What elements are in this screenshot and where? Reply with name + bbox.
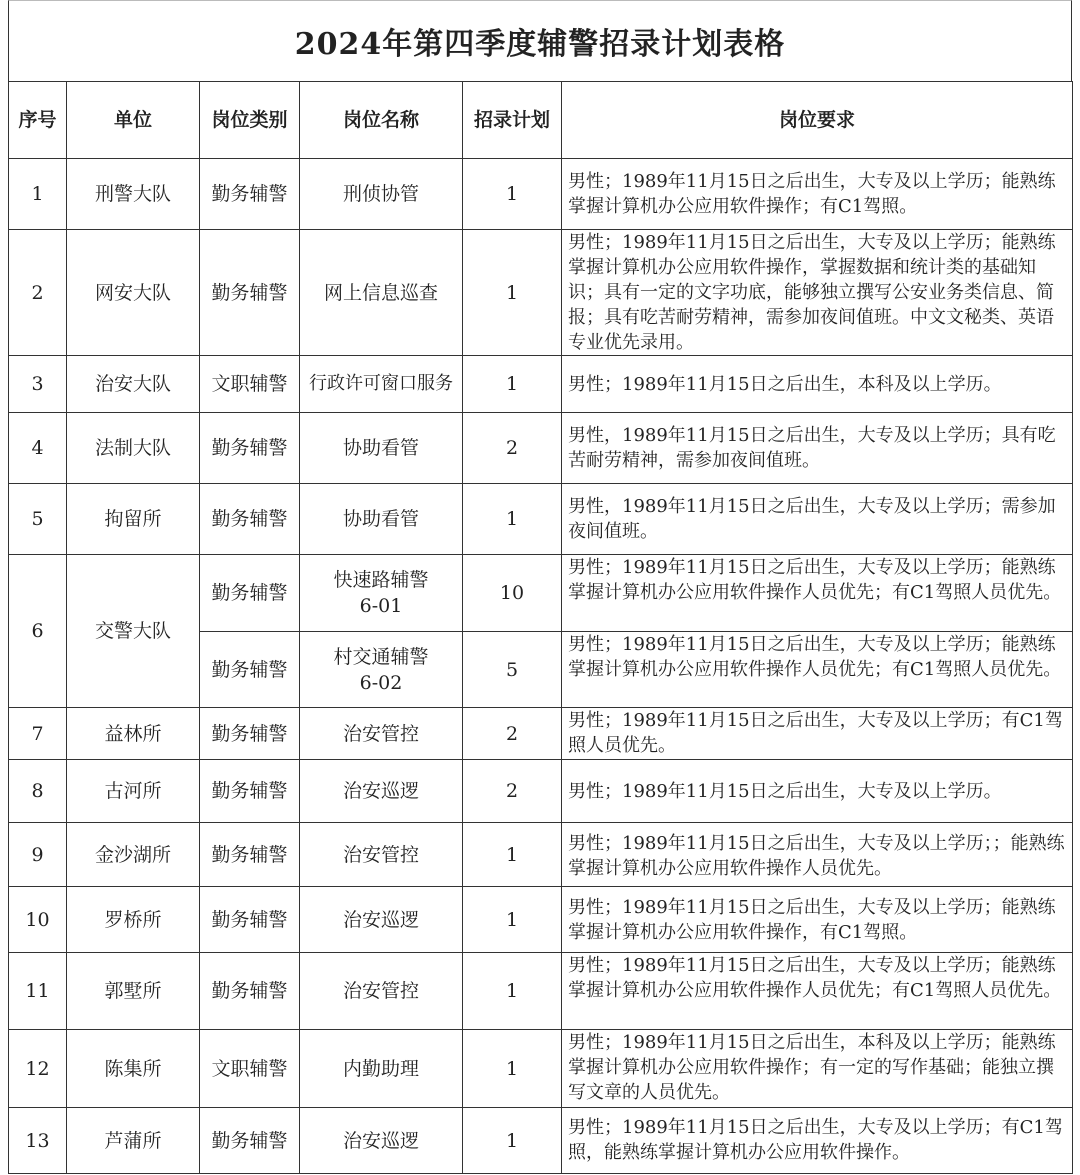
cell-requirements: 男性，1989年11月15日之后出生，大专及以上学历；需参加夜间值班。 <box>562 484 1073 555</box>
cell-no: 9 <box>9 823 67 887</box>
cell-requirements: 男性；1989年11月15日之后出生，大专及以上学历；能熟练掌握计算机办公应用软件操作人员优先；有C1驾照人员优先。 <box>562 555 1073 632</box>
cell-requirements: 男性；1989年11月15日之后出生，大专及以上学历；能熟练掌握计算机办公应用软件操作，有C1驾照。 <box>562 887 1073 953</box>
cell-plan: 1 <box>463 953 562 1030</box>
cell-no: 13 <box>9 1108 67 1174</box>
header-cell: 岗位要求 <box>562 82 1073 159</box>
cell-requirements: 男性；1989年11月15日之后出生，大专及以上学历；能熟练掌握计算机办公应用软件操作人员优先；有C1驾照人员优先。 <box>562 632 1073 708</box>
cell-category: 勤务辅警 <box>200 484 300 555</box>
table-row <box>9 413 1073 484</box>
table-row <box>9 356 1073 413</box>
table-row <box>9 953 1073 1030</box>
cell-unit: 郭墅所 <box>67 953 200 1030</box>
cell-position: 协助看管 <box>300 413 463 484</box>
cell-plan: 2 <box>463 413 562 484</box>
cell-category: 勤务辅警 <box>200 1108 300 1174</box>
cell-position: 治安管控 <box>300 823 463 887</box>
cell-requirements: 男性；1989年11月15日之后出生，大专及以上学历；有C1驾照，能熟练掌握计算机办公应用软件操作。 <box>562 1108 1073 1174</box>
cell-category: 勤务辅警 <box>200 953 300 1030</box>
cell-category: 勤务辅警 <box>200 887 300 953</box>
cell-plan: 1 <box>463 230 562 356</box>
cell-plan: 5 <box>463 632 562 708</box>
cell-position: 治安巡逻 <box>300 760 463 823</box>
cell-plan: 1 <box>463 887 562 953</box>
cell-category: 文职辅警 <box>200 1030 300 1108</box>
table-row <box>9 1030 1073 1108</box>
recruitment-table <box>8 81 1073 1174</box>
cell-category: 勤务辅警 <box>200 823 300 887</box>
cell-position: 协助看管 <box>300 484 463 555</box>
cell-unit: 网安大队 <box>67 230 200 356</box>
position-line: 快速路辅警 <box>333 569 429 591</box>
cell-category: 文职辅警 <box>200 356 300 413</box>
cell-category: 勤务辅警 <box>200 159 300 230</box>
header-cell: 招录计划 <box>463 82 562 159</box>
cell-no: 2 <box>9 230 67 356</box>
cell-category: 勤务辅警 <box>200 632 300 708</box>
cell-category: 勤务辅警 <box>200 708 300 760</box>
cell-no: 7 <box>9 708 67 760</box>
cell-position: 治安巡逻 <box>300 887 463 953</box>
header-cell: 岗位名称 <box>300 82 463 159</box>
cell-position: 刑侦协管 <box>300 159 463 230</box>
cell-position: 行政许可窗口服务 <box>300 356 463 413</box>
cell-plan: 1 <box>463 823 562 887</box>
header-cell: 序号 <box>9 82 67 159</box>
page-title: 2024年第四季度辅警招录计划表格 <box>294 27 786 62</box>
position-code: 6-01 <box>359 595 403 617</box>
cell-unit: 金沙湖所 <box>67 823 200 887</box>
cell-plan: 2 <box>463 708 562 760</box>
cell-unit: 交警大队 <box>67 555 200 708</box>
table-row <box>9 1108 1073 1174</box>
position-code: 6-02 <box>359 671 403 694</box>
cell-position: 内勤助理 <box>300 1030 463 1108</box>
cell-category: 勤务辅警 <box>200 760 300 823</box>
cell-unit: 刑警大队 <box>67 159 200 230</box>
header-cell: 单位 <box>67 82 200 159</box>
cell-no: 11 <box>9 953 67 1030</box>
cell-plan: 1 <box>463 484 562 555</box>
table-row <box>9 159 1073 230</box>
cell-requirements: 男性；1989年11月15日之后出生，大专及以上学历；能熟练掌握计算机办公应用软件操作人员优先；有C1驾照人员优先。 <box>562 953 1073 1030</box>
cell-category: 勤务辅警 <box>200 413 300 484</box>
title-row <box>8 0 1072 81</box>
cell-unit: 罗桥所 <box>67 887 200 953</box>
cell-category: 勤务辅警 <box>200 555 300 632</box>
cell-unit: 古河所 <box>67 760 200 823</box>
cell-unit: 芦蒲所 <box>67 1108 200 1174</box>
cell-requirements: 男性，1989年11月15日之后出生，大专及以上学历；具有吃苦耐劳精神，需参加夜间值班。 <box>562 413 1073 484</box>
cell-requirements: 男性；1989年11月15日之后出生，本科及以上学历。 <box>562 356 1073 413</box>
header-cell: 岗位类别 <box>200 82 300 159</box>
cell-no: 10 <box>9 887 67 953</box>
table-row <box>9 708 1073 760</box>
cell-requirements: 男性；1989年11月15日之后出生，大专及以上学历；有C1驾照人员优先。 <box>562 708 1073 760</box>
recruitment-document <box>8 0 1072 1174</box>
cell-plan: 1 <box>463 159 562 230</box>
position-line: 村交通辅警 <box>333 645 429 668</box>
cell-no: 8 <box>9 760 67 823</box>
cell-requirements: 男性；1989年11月15日之后出生，大专及以上学历；能熟练掌握计算机办公应用软件操作，掌握数据和统计类的基础知识；具有一定的文字功底，能够独立撰写公安业务类信息、简报；具有吃苦耐劳精神，需参加夜间值班。中文文秘类、英语专业优先录用。 <box>562 230 1073 356</box>
table-header-row <box>9 82 1073 159</box>
cell-plan: 2 <box>463 760 562 823</box>
cell-plan: 1 <box>463 356 562 413</box>
cell-position <box>300 555 463 632</box>
cell-position: 治安管控 <box>300 708 463 760</box>
cell-requirements: 男性；1989年11月15日之后出生，大专及以上学历。 <box>562 760 1073 823</box>
cell-requirements: 男性；1989年11月15日之后出生，本科及以上学历；能熟练掌握计算机办公应用软件操作；有一定的写作基础；能独立撰写文章的人员优先。 <box>562 1030 1073 1108</box>
cell-no: 3 <box>9 356 67 413</box>
cell-no: 4 <box>9 413 67 484</box>
table-row <box>9 555 1073 632</box>
cell-unit: 治安大队 <box>67 356 200 413</box>
cell-plan: 10 <box>463 555 562 632</box>
cell-unit: 法制大队 <box>67 413 200 484</box>
table-row <box>9 760 1073 823</box>
cell-unit: 拘留所 <box>67 484 200 555</box>
cell-no: 5 <box>9 484 67 555</box>
table-row <box>9 887 1073 953</box>
cell-no: 12 <box>9 1030 67 1108</box>
cell-requirements: 男性；1989年11月15日之后出生，大专及以上学历；能熟练掌握计算机办公应用软件操作；有C1驾照。 <box>562 159 1073 230</box>
cell-no: 1 <box>9 159 67 230</box>
cell-no: 6 <box>9 555 67 708</box>
cell-unit: 陈集所 <box>67 1030 200 1108</box>
cell-plan: 1 <box>463 1030 562 1108</box>
cell-unit: 益林所 <box>67 708 200 760</box>
cell-requirements: 男性；1989年11月15日之后出生，大专及以上学历；；能熟练掌握计算机办公应用软件操作人员优先。 <box>562 823 1073 887</box>
cell-position: 网上信息巡查 <box>300 230 463 356</box>
cell-plan: 1 <box>463 1108 562 1174</box>
cell-category: 勤务辅警 <box>200 230 300 356</box>
table-row <box>9 484 1073 555</box>
table-row <box>9 230 1073 356</box>
cell-position: 治安管控 <box>300 953 463 1030</box>
table-row <box>9 823 1073 887</box>
cell-position: 治安巡逻 <box>300 1108 463 1174</box>
cell-position <box>300 632 463 708</box>
